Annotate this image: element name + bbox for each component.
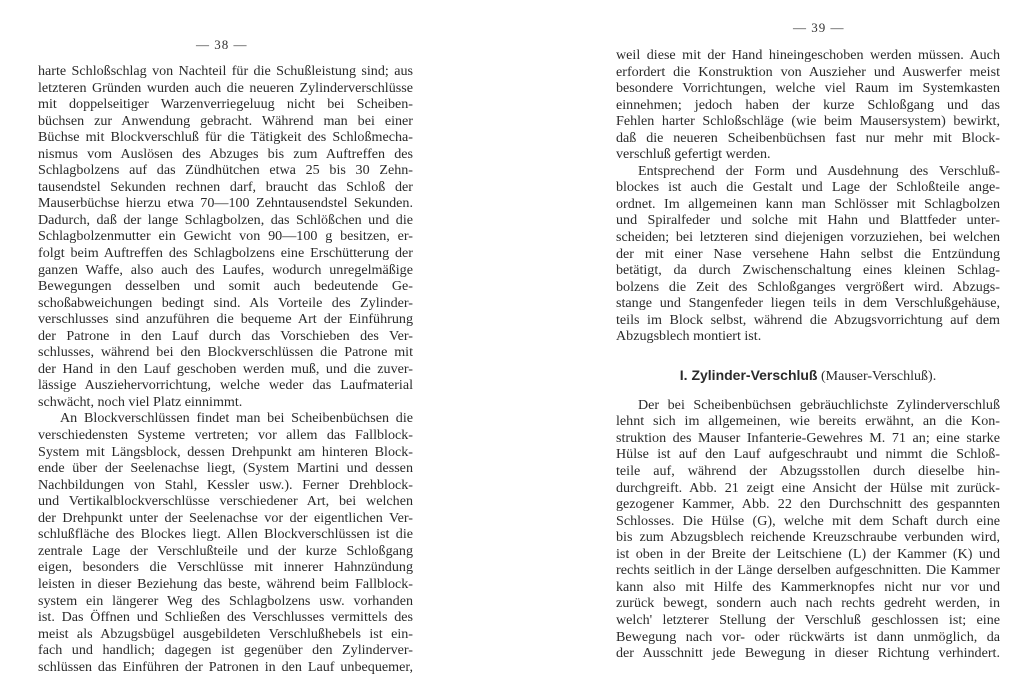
text-line: stange und Stangenfeder liegen teils in dem Verschlußgehäuse, (616, 295, 1000, 312)
text-line: büchsen zur Anwendung gebracht. Während man bei einer (38, 112, 413, 129)
text-line: eigen, besonders die Verschlüsse mit innerer Hahnzündung (38, 559, 413, 576)
text-line: Büchse mit Blockverschluß für die Tätigkeit des Schloßmecha- (38, 129, 413, 146)
text-line: und Vertikalblockverschlüsse verschiedener Art, bei welchen (38, 493, 413, 510)
text-line: durchgreift. Abb. 21 zeigt eine Ansicht der Hülse mit zurück- (616, 479, 1000, 496)
text-line: mit doppelseitiger Warzenverriegeluug nicht bei Scheiben- (38, 96, 413, 113)
text-line: Schlagbolzenmutter ein Gewicht von 90—100 g besitzen, er- (38, 228, 413, 245)
text-line: harte Schloßschlag von Nachteil für die Schußleistung sind; aus (38, 63, 413, 79)
text-line: leisten in dieser Beziehung das beste, während beim Fallblock- (38, 575, 413, 592)
text-line: struktion des Mauser Infanterie-Gewehres M. 71 an; eine starke (616, 429, 1000, 446)
text-line: blockes ist auch die Gestalt und Lage der Schloßteile ange- (616, 179, 1000, 196)
text-line: fach und handlich; dagegen ist gegenüber den Zylinderver- (38, 642, 413, 659)
page-number: — 38 — (196, 37, 248, 52)
text-line: schlüssen das Einführen der Patronen in den Lauf unbequemer, (38, 658, 413, 675)
text-line: der Hand in den Lauf geschoben werden muß, und die zuver- (38, 360, 413, 377)
body-text (616, 47, 1000, 662)
text-line: bis zum Abzugsblech reichende Kreuzschraube verbunden wird, (616, 529, 1000, 546)
text-line: zentrale Lage der Verschlußteile und der kurze Schloßgang (38, 542, 413, 559)
text-line: teile auf, während der Abzugsstollen durch dieselbe hin- (616, 463, 1000, 480)
text-line: System mit Längsblock, dessen Drehpunkt am hinteren Block- (38, 443, 413, 460)
text-line: Fehlen harter Schloßschläge (wie beim Mausersystem) bewirkt, (616, 113, 1000, 130)
text-line: rechts seitlich in der Länge derselben aufgeschnitten. Die Kammer (616, 562, 1000, 579)
text-line: ordnet. Im allgemeinen kann man Schlösser mit Schlagbolzen (616, 195, 1000, 212)
text-line: weil diese mit der Hand hineingeschoben werden müssen. Auch (616, 47, 1000, 63)
text-line: gezogener Kammer, Abb. 22 den Durchschnitt des gespannten (616, 496, 1000, 513)
text-line: der Patrone in den Lauf durch das Vorschieben des Ver- (38, 327, 413, 344)
text-line: der Drehpunkt unter der Seelenachse vor der eigentlichen Ver- (38, 509, 413, 526)
text-line: lehnt sich im allgemeinen, wie bereits erwähnt, an die Kon- (616, 413, 1000, 430)
text-line: folgt beim Auftreffen des Schlagbolzens eine Erschütterung der (38, 245, 413, 262)
right-page (512, 0, 1024, 695)
text-line: schlußfläche des Blockes liegt. Allen Blockverschlüssen ist die (38, 526, 413, 543)
text-line: meist als Abzugsbügel ausgebildeten Verschlußhebels ist ein- (38, 625, 413, 642)
text-line: einnehmen; jedoch haben der kurze Schloßgang und das (616, 96, 1000, 113)
text-line: Bewegungen desselben und somit auch bedeutende Ge- (38, 278, 413, 295)
text-line: Schlosses. Die Hülse (G), welche mit dem Schaft durch eine (616, 512, 1000, 529)
text-line: letzteren Gründen wurden auch die neueren Zylinderverschlüsse (38, 79, 413, 96)
text-line: daß die neueren Scheibenbüchsen fast nur mehr mit Block- (616, 129, 1000, 146)
text-line: lässige Ausziehervorrichtung, welche weder das Laufmaterial (38, 377, 413, 394)
text-line: welch' letzterer Stellung der Verschluß geschlossen ist; eine (616, 611, 1000, 628)
page-number: — 39 — (793, 20, 845, 35)
text-line: schoßabweichungen bedingt sind. Als Vorteile des Zylinder- (38, 294, 413, 311)
text-line: betätigt, da durch Zwischenschaltung eines kleinen Schlag- (616, 262, 1000, 279)
text-line: system ein längerer Weg des Schlagbolzens usw. vorhanden (38, 592, 413, 609)
text-line: der Ausschnitt jede Bewegung in dieser Richtung verhindert. (616, 645, 1000, 662)
text-line: Mauserbüchse hierzu etwa 70—100 Zehntausendstel Sekunden. (38, 195, 413, 212)
text-line: Nachbildungen von Stahl, Kessler usw.). Ferner Drehblock- (38, 476, 413, 493)
text-line: kann also mit Hilfe des Kammerknopfes nicht nur vor und (616, 578, 1000, 595)
text-line: tausendstel Sekunden rechnen darf, braucht das Schloß der (38, 178, 413, 195)
text-line: Abzugsblech montiert ist. (616, 328, 762, 345)
text-line: Hülse ist auf den Lauf aufgeschraubt und nimmt die Schloß- (616, 446, 1000, 463)
text-line: ist oben in der Breite der Leitschiene (L) der Kammer (K) und (616, 545, 1000, 562)
text-line: Der bei Scheibenbüchsen gebräuchlichste Zylinderverschluß (638, 396, 1000, 413)
text-line: ende über der Seelenachse liegt, (System Martini und dessen (38, 460, 413, 477)
section-heading (616, 359, 1000, 391)
text-line: schlusses, während bei den Blockverschlüssen die Patrone mit (38, 344, 413, 361)
text-line: bolzens die Zeit des Schloßganges vergrößert wird. Abzugs- (616, 278, 1000, 295)
text-line: schwächt, noch viel Platz einnimmt. (38, 393, 243, 410)
text-line: und Spiralfeder und solche mit Hahn und Blattfeder unter- (616, 212, 1000, 229)
section-heading-subtitle: (Mauser-Verschluß). (821, 368, 937, 384)
text-line: nismus vom Auslösen des Abzuges bis zum Auftreffen des (38, 145, 413, 162)
text-line: Bewegung nach vor- oder rückwärts ist dann unmöglich, da (616, 628, 1000, 645)
text-line: teils im Block selbst, während die Abzugsvorrichtung auf dem (616, 311, 1000, 328)
text-line: ist. Das Öffnen und Schließen des Verschlusses vermittels des (38, 609, 413, 626)
text-line: der mit einer Nase versehene Hahn selbst die Entzündung (616, 245, 1000, 262)
text-line: zurück bewegt, sondern auch nach rechts gedreht werden, in (616, 595, 1000, 612)
body-text (38, 63, 413, 675)
text-line: ganzen Waffe, also auch des Laufes, wodurch unregelmäßige (38, 261, 413, 278)
text-line: Schlagbolzens auf das Zündhütchen etwa 25 bis 30 Zehn- (38, 162, 413, 179)
text-line: erfordert die Konstruktion von Auszieher und Auswerfer meist (616, 63, 1000, 80)
text-line: Dadurch, daß der lange Schlagbolzen, das Schlößchen und die (38, 211, 413, 228)
section-heading-title: I. Zylinder-Verschluß (679, 366, 818, 383)
text-line: besondere Vorrichtungen, welche viel Raum im Systemkasten (616, 80, 1000, 97)
text-line: verschluß gefertigt werden. (616, 146, 771, 163)
text-line: Entsprechend der Form und Ausdehnung des Verschluß- (638, 162, 1000, 179)
text-line: scheiden; bei letzteren sind diejenigen vorzuziehen, bei welchen (616, 229, 1000, 246)
text-line: verschlusses sind anzuführen die bequeme Art der Einführung (38, 311, 413, 328)
text-line: verschiedensten Systeme vertreten; vor allem das Fallblock- (38, 427, 413, 444)
text-line: An Blockverschlüssen findet man bei Scheibenbüchsen die (60, 410, 413, 427)
